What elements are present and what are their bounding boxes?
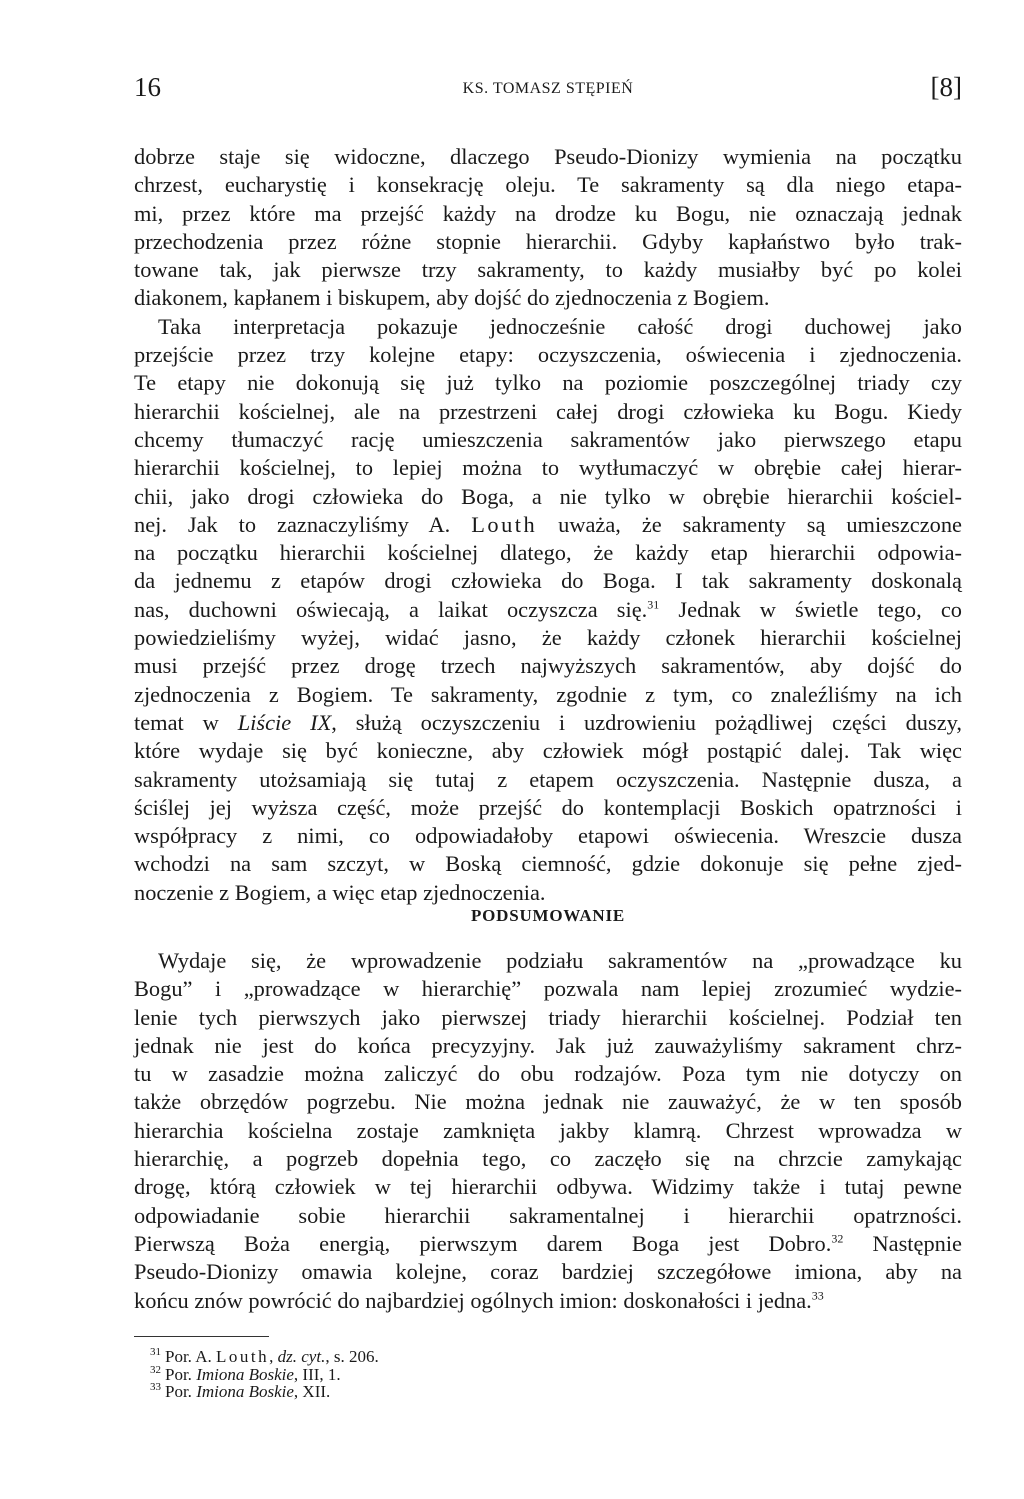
footnote-ref: 32: [831, 1231, 844, 1246]
footnote-text: , XII.: [293, 1382, 331, 1401]
text-line: zjednoczenia z Bogiem. Te sakramenty, zgodnie z tym, co znaleźliśmy na ich: [134, 681, 962, 707]
text-line: chcemy tłumaczyć rację umieszczenia sakramentów jako pierwszego etapu: [134, 426, 962, 452]
text-line: Wydaje się, że wprowadzenie podziału sakramentów na „prowadzące ku: [158, 948, 962, 973]
text-segment: końcu znów powrócić do najbardziej ogólnych imion: doskonałości i jedna.: [134, 1287, 812, 1313]
author-name: Louth: [471, 511, 538, 537]
text-line: lenie tych pierwszych jako pierwszej triady hierarchii kościelnej. Podział ten: [134, 1004, 962, 1030]
footnote-text: , III, 1.: [293, 1364, 341, 1384]
text-line: hierarchia kościelna zostaje zamknięta jakby klamrą. Chrzest wprowadza w: [134, 1117, 962, 1143]
footnote: [150, 1363, 379, 1384]
text-line: mi, przez które ma przejść każdy na drodze ku Bogu, nie oznaczają jednak: [134, 200, 962, 226]
text-line: na początku hierarchii kościelnej dlatego, że każdy etap hierarchii odpowia-: [134, 540, 962, 566]
text-line: ściślej jej wyższa część, może przejść do kontemplacji Boskich opatrzności i: [134, 794, 962, 820]
footnotes: [150, 1348, 379, 1401]
text-segment: uważa, że sakramenty są umieszczone: [537, 511, 962, 537]
text-segment: , służą oczyszczeniu i uzdrowieniu pożądliwej części duszy,: [331, 709, 962, 735]
footnote: [150, 1348, 379, 1366]
text-line: da jednemu z etapów drogi człowieka do Boga. I tak sakramenty doskonalą: [134, 568, 962, 594]
text-line: [134, 596, 962, 624]
text-line: drogę, którą człowiek w tej hierarchii odbywa. Widzimy także i tutaj pewne: [134, 1174, 962, 1200]
footnote-text: ,: [269, 1347, 278, 1366]
text-line: przejście przez trzy kolejne etapy: oczyszczenia, oświecenia i zjednoczenia.: [134, 342, 962, 368]
paragraph-summary: [134, 947, 962, 1315]
text-line: Te etapy nie dokonują się już tylko na poziomie poszczególnej triady czy: [134, 370, 962, 396]
text-segment: Pierwszą Boża energią, pierwszym darem Boga jest Dobro.: [134, 1230, 832, 1256]
paragraph-continuation: [134, 143, 962, 907]
footnote: [150, 1383, 379, 1401]
text-line: [134, 1230, 962, 1258]
text-line: hierarchię, a pogrzeb dopełnia tego, co zaczęło się na chrzcie zamykając: [134, 1146, 962, 1172]
text-line: które wydaje się być konieczne, aby człowiek mógł postąpić dalej. Tak więc: [134, 738, 962, 764]
text-segment: temat w: [134, 709, 238, 735]
text-line: Bogu” i „prowadzące w hierarchię” pozwala nam lepiej zrozumieć wydzie-: [134, 976, 962, 1002]
footnote-text: Por.: [165, 1382, 197, 1401]
footnote-separator: [134, 1336, 269, 1337]
author-name: Louth: [216, 1347, 270, 1366]
text-line: przechodzenia przez różne stopnie hierarchii. Gdyby kapłaństwo było trak-: [134, 228, 962, 254]
text-line: [134, 1287, 962, 1315]
footnote-text: Por. A.: [165, 1347, 217, 1366]
text-line: sakramenty utożsamiają się tutaj z etapem oczyszczenia. Następnie dusza, a: [134, 766, 962, 792]
text-line: odpowiadanie sobie hierarchii sakramentalnej i hierarchii opatrzności.: [134, 1202, 962, 1228]
italic-title: Imiona Boskie: [196, 1364, 294, 1384]
text-line: Taka interpretacja pokazuje jednocześnie całość drogi duchowej jako: [158, 313, 962, 339]
text-line: tu w zasadzie można zaliczyć do obu rodzajów. Poza tym nie dotyczy on: [134, 1061, 962, 1087]
text-line: wchodzi na sam szczyt, w Boską ciemność, gdzie dokonuje się pełne zjed-: [134, 851, 962, 877]
footnote-text: Por.: [165, 1364, 197, 1384]
text-line: chrzest, eucharystię i konsekrację oleju. Te sakramenty są dla niego etapa-: [134, 172, 962, 198]
footnote-mark: 31: [150, 1346, 161, 1359]
page-header: [134, 72, 962, 112]
running-head: KS. TOMASZ STĘPIEŃ: [462, 80, 634, 97]
text-line: także obrzędów pogrzebu. Nie można jednak nie zauważyć, że w ten sposób: [134, 1089, 962, 1115]
italic-title: Liście IX: [237, 709, 332, 735]
text-segment: Jednak w świetle tego, co: [659, 596, 962, 622]
text-segment: nej. Jak to zaznaczyliśmy A.: [134, 511, 472, 537]
text-line: chii, jako drogi człowieka do Boga, a nie tylko w obrębie hierarchii kościel-: [134, 483, 962, 509]
page-reference: [8]: [930, 72, 962, 102]
italic-title: Imiona Boskie: [196, 1382, 294, 1401]
section-heading: PODSUMOWANIE: [470, 906, 626, 925]
text-segment: nas, duchowni oświecają, a laikat oczyszcza się.: [134, 596, 648, 622]
text-line: dobrze staje się widoczne, dlaczego Pseudo-Dionizy wymienia na początku: [134, 144, 962, 169]
footnote-mark: 32: [150, 1363, 161, 1376]
text-line: powiedzieliśmy wyżej, widać jasno, że każdy członek hierarchii kościelnej: [134, 625, 962, 651]
text-line: hierarchii kościelnej, to lepiej można to wytłumaczyć w obrębie całej hierar-: [134, 455, 962, 481]
footnote-text: , s. 206.: [325, 1347, 379, 1366]
text-line: diakonem, kapłanem i biskupem, aby dojść do zjednoczenia z Bogiem.: [134, 285, 770, 311]
text-line: hierarchii kościelnej, ale na przestrzeni całej drogi człowieka ku Bogu. Kiedy: [134, 398, 962, 424]
italic-title: dz. cyt.: [277, 1347, 326, 1366]
text-line: towane tak, jak pierwsze trzy sakramenty, to każdy musiałby być po kolei: [134, 257, 962, 283]
footnote-ref: 31: [647, 597, 660, 612]
text-line: Pseudo-Dionizy omawia kolejne, coraz bardziej szczegółowe imiona, aby na: [134, 1259, 962, 1285]
text-line: noczenie z Bogiem, a więc etap zjednoczenia.: [134, 879, 546, 905]
footnote-ref: 33: [811, 1288, 824, 1303]
text-line: [134, 511, 962, 539]
text-line: musi przejść przez drogę trzech najwyższych sakramentów, aby dojść do: [134, 653, 962, 679]
text-line: współpracy z nimi, co odpowiadałoby etapowi oświecenia. Wreszcie dusza: [134, 823, 962, 849]
text-line: [134, 709, 962, 737]
footnote-mark: 33: [150, 1381, 161, 1394]
text-segment: Następnie: [843, 1230, 962, 1256]
page-number: 16: [134, 72, 161, 102]
text-line: jednak nie jest do końca precyzyjny. Jak już zauważyliśmy sakrament chrz-: [134, 1032, 962, 1058]
